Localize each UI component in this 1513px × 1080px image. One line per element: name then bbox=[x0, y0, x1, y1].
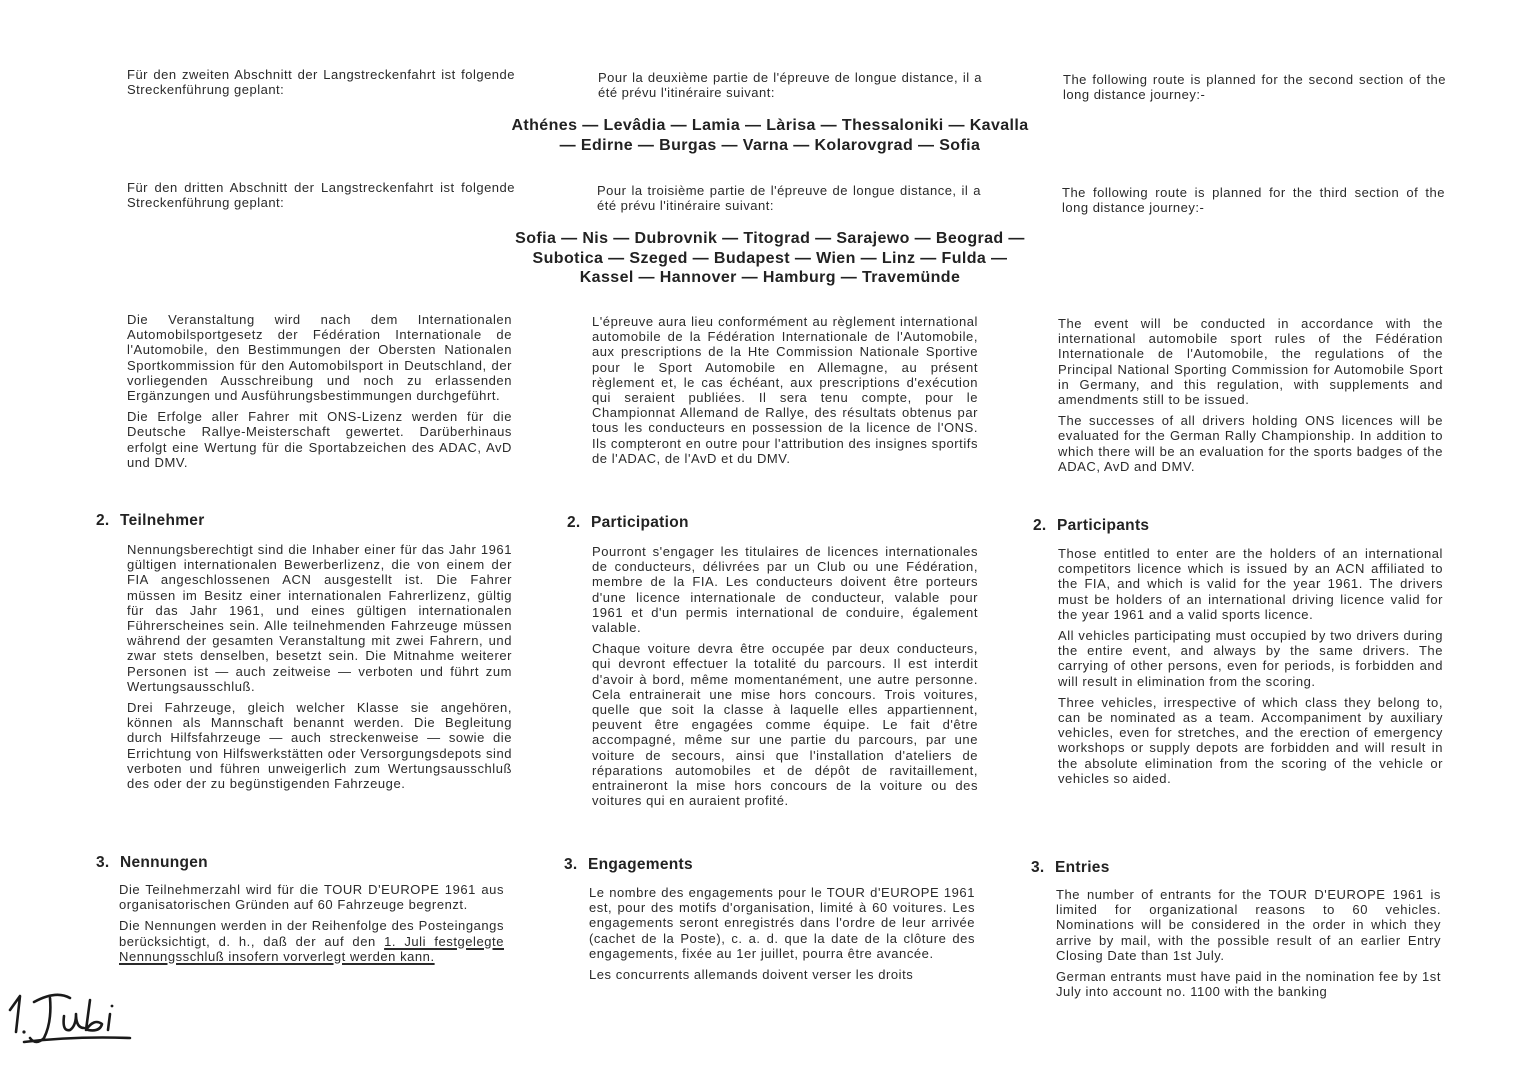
section-3-de bbox=[119, 882, 504, 970]
section-title: Participation bbox=[591, 514, 689, 531]
intro-third-en: The following route is planned for the third section of the long distance journey:- bbox=[1062, 185, 1445, 215]
paragraph: The event will be conducted in accordance with the international automobile sport rules of the Fédération Internationale de l'Automobile, the regulations of the Principal National Sporting Commission for Automobile Sport in Germany, and this regulation, with supplements and amendments still to be issued. bbox=[1058, 316, 1443, 408]
route-second-section bbox=[470, 116, 1070, 155]
general-en bbox=[1058, 316, 1443, 480]
section-number: 2. bbox=[96, 512, 110, 529]
intro-second-en: The following route is planned for the second section of the long distance journey:- bbox=[1063, 72, 1446, 102]
section-2-en bbox=[1058, 546, 1443, 792]
paragraph: Nennungsberechtigt sind die Inhaber einer für das Jahr 1961 gültigen internationalen Bewerberlizenz, die von einem der FIA angeschlossenen ACN ausgestellt ist. Die Fahrer müssen im Besitz einer internationalen Fahrerlizenz, gültig für das Jahr 1961, und eines gültigen internationalen Führerscheines sein. Alle teilnehmenden Fahrzeuge müssen während der gesamten Veranstaltung mit zwei Fahrern, und zwar stets denselben, besetzt sein. Die Mitnahme weiterer Personen ist — auch zeitweise — verboten und führt zum Wertungsausschluß. bbox=[127, 542, 512, 694]
paragraph: The number of entrants for the TOUR D'EUROPE 1961 is limited for organizational reasons to 60 vehicles. Nominations will be considered in the order in which they arrive by mail, with the possible result of an earlier Entry Closing Date than 1st July. bbox=[1056, 887, 1441, 963]
intro-second-fr: Pour la deuxième partie de l'épreuve de longue distance, il a été prévu l'itinéraire suivant: bbox=[598, 70, 982, 100]
general-fr bbox=[592, 314, 978, 472]
section-number: 2. bbox=[567, 514, 581, 531]
paragraph: Die Erfolge aller Fahrer mit ONS-Lizenz werden für die Deutsche Rallye-Meisterschaft gewertet. Darüberhinaus erfolgt eine Wertung für die Sportabzeichen des ADAC, AvD und DMV. bbox=[127, 409, 512, 470]
paragraph-text: Die Nennungen werden in der Reihenfolge des Posteingangs berücksichtigt, d. h., daß der auf den bbox=[119, 918, 504, 949]
section-3-fr bbox=[589, 885, 975, 988]
section-number: 3. bbox=[1031, 859, 1045, 876]
section-title: Engagements bbox=[588, 856, 693, 873]
route-second-line: Athénes — Levâdia — Lamia — Làrisa — Thessaloniki — Kavalla bbox=[511, 117, 1029, 134]
paragraph: Chaque voiture devra être occupée par deux conducteurs, qui devront effectuer la totalité du parcours. Il est interdit d'avoir à bord, même momentanément, une autre personne. Cela entrainerait une mise hors concours. Trois voitures, quelle que soit la classe à laquelle elles appartiennent, peuvent être engagées comme équipe. Le fait d'être accompagné, même sur une partie du parcours, par une voiture de secours, ainsi que l'installation d'ateliers de réparations automobiles et de dépôt de ravitaillement, entraineront la mise hors concours de la voiture ou des voitures qui en auraient profité. bbox=[592, 641, 978, 809]
section-2-de bbox=[127, 542, 512, 797]
paragraph: All vehicles participating must occupied by two drivers during the entire event, and always by the same drivers. The carrying of other persons, even for periods, is forbidden and will result in elimination from the scoring. bbox=[1058, 628, 1443, 689]
section-number: 2. bbox=[1033, 517, 1047, 534]
section-title: Entries bbox=[1055, 859, 1110, 876]
section-title: Teilnehmer bbox=[120, 512, 205, 529]
paragraph: Les concurrents allemands doivent verser les droits bbox=[589, 967, 914, 983]
section-title: Nennungen bbox=[120, 854, 208, 871]
paragraph: L'épreuve aura lieu conformément au règlement international automobile de la Fédération Internationale de l'Automobile, aux prescriptions de la Hte Commission Nationale Sportive pour le Sport Automobile en Allemagne, au présent règlement et, le cas échéant, aux prescriptions d'exécution qui seraient publiées. Il sera tenu compte, pour le Championnat Allemand de Rallye, des résultats obtenus par tous les conducteurs en possession de la licence de l'ONS. Ils compteront en outre pour l'attribution des insignes sportifs de l'ADAC, de l'AvD et du DMV. bbox=[592, 314, 978, 466]
section-number: 3. bbox=[564, 856, 578, 873]
paragraph: Pourront s'engager les titulaires de licences internationales de conducteurs, délivrées par un Club ou une Fédération, membre de la FIA. Les conducteurs doivent être porteurs d'une licence internationale de conducteur, valable pour 1961 et d'un permis international de conduire, également valable. bbox=[592, 544, 978, 636]
paragraph: Those entitled to enter are the holders of an international competitors licence which is issued by an ACN affiliated to the FIA, and which is valid for the year 1961. The drivers must be holders of an international driving licence valid for the year 1961 and a valid sports licence. bbox=[1058, 546, 1443, 622]
route-third-section bbox=[470, 229, 1070, 288]
section-2-heading-en bbox=[1033, 517, 1149, 535]
paragraph: Die Veranstaltung wird nach dem Internationalen Automobilsportgesetz der Fédération Internationale de l'Automobile, den Bestimmungen der Obersten Nationalen Sportkommission für den Automobilsport in Deutschland, der vorliegenden Ausschreibung und noch zu erlassenden Ergänzungen und Ausführungsbestimmungen durchgeführt. bbox=[127, 312, 512, 404]
paragraph: German entrants must have paid in the nomination fee by 1st July into account no. 1100 with the banking bbox=[1056, 969, 1441, 1000]
handwritten-note-drawing bbox=[4, 988, 136, 1048]
section-2-heading-fr bbox=[567, 514, 689, 532]
section-3-en bbox=[1056, 887, 1441, 1005]
section-number: 3. bbox=[96, 854, 110, 871]
general-de bbox=[127, 312, 512, 476]
section-3-heading-de bbox=[96, 854, 208, 872]
paragraph: Die Teilnehmerzahl wird für die TOUR D'EUROPE 1961 aus organisatorischen Gründen auf 60 Fahrzeuge begrenzt. bbox=[119, 882, 504, 913]
section-title: Participants bbox=[1057, 517, 1150, 534]
section-2-fr bbox=[592, 544, 978, 814]
intro-second-de: Für den zweiten Abschnitt der Langstreckenfahrt ist folgende Streckenführung geplant: bbox=[127, 67, 515, 97]
section-3-heading-fr bbox=[564, 856, 693, 874]
route-third-line: Subotica — Szeged — Budapest — Wien — Linz — Fulda — bbox=[532, 249, 1008, 267]
paragraph: The successes of all drivers holding ONS licences will be evaluated for the German Rally Championship. In addition to which there will be an evaluation for the sports badges of the ADAC, AvD and DMV. bbox=[1058, 413, 1443, 474]
underlined-deadline-text: 1. Juli festgelegte Nennungsschluß insofern vorverlegt werden kann. bbox=[119, 933, 504, 964]
route-third-line: Sofia — Nis — Dubrovnik — Titograd — Sarajewo — Beograd — bbox=[515, 230, 1025, 247]
section-3-heading-en bbox=[1031, 859, 1110, 877]
route-third-line: Kassel — Hannover — Hamburg — Travemünde bbox=[579, 269, 961, 286]
intro-third-fr: Pour la troisième partie de l'épreuve de longue distance, il a été prévu l'itinéraire suivant: bbox=[597, 183, 981, 213]
paragraph: Le nombre des engagements pour le TOUR d'EUROPE 1961 est, pour des motifs d'organisation, limité à 60 voitures. Les engagements seront enregistrés dans l'ordre de leur arrivée (cachet de la Poste), c. a. d. que la date de la clôture des engagements, fixée au 1er juillet, pourra être avancée. bbox=[589, 885, 975, 961]
paragraph bbox=[119, 918, 504, 964]
section-2-heading-de bbox=[96, 512, 205, 530]
intro-third-de: Für den dritten Abschnitt der Langstreckenfahrt ist folgende Streckenführung geplant: bbox=[127, 180, 515, 210]
paragraph: Drei Fahrzeuge, gleich welcher Klasse sie angehören, können als Mannschaft benannt werden. Die Begleitung durch Hilfsfahrzeuge — auch streckenweise — sowie die Errichtung von Hilfswerkstätten oder Versorgungsdepots sind verboten und führen unweigerlich zum Wertungsausschluß des oder der zu begünstigenden Fahrzeuge. bbox=[127, 700, 512, 792]
route-second-line: — Edirne — Burgas — Varna — Kolarovgrad — Sofia bbox=[559, 136, 981, 154]
paragraph: Three vehicles, irrespective of which class they belong to, can be nominated as a team. Accompaniment by auxiliary vehicles, even for stretches, and the erection of emergency workshops or supply depots are forbidden and will result in the absolute elimination from the scoring of the vehicle or vehicles so aided. bbox=[1058, 694, 1443, 786]
